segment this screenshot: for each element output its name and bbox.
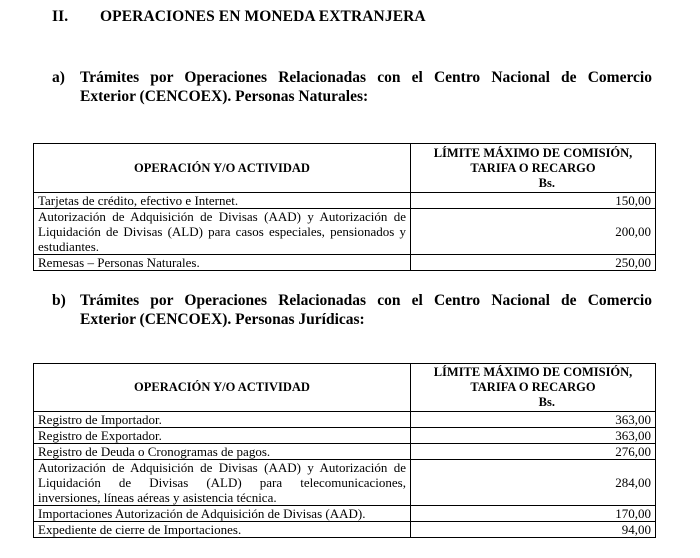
limit-value-cell: 276,00 [411,444,656,460]
limit-value-cell: 170,00 [411,506,656,522]
limit-value-cell: 150,00 [411,193,656,209]
table-row [34,444,656,460]
table-row [34,428,656,444]
table-row [34,522,656,538]
operation-text: Registro de Exportador. [38,428,162,443]
subsection-b-title-line2: Exterior (CENCOEX). Personas Jurídicas: [80,311,365,328]
operation-cell [34,522,411,538]
column-header-operation: OPERACIÓN Y/O ACTIVIDAD [34,364,411,412]
operation-cell [34,460,411,506]
limit-value-cell: 363,00 [411,428,656,444]
column-header-unit: Bs. [538,175,555,190]
table-b-body [34,412,656,538]
table-row [34,412,656,428]
column-header-limit-line1: LÍMITE MÁXIMO DE COMISIÓN, [433,145,633,160]
fees-table-personas-naturales [33,143,656,271]
subsection-a-label: a) [52,69,65,86]
limit-value-cell: 250,00 [411,255,656,271]
limit-value-cell: 284,00 [411,460,656,506]
operation-text: Registro de Importador. [38,412,162,427]
section-number: II. [52,8,69,25]
fees-table-personas-juridicas [33,363,656,538]
column-header-limit-line1: LÍMITE MÁXIMO DE COMISIÓN, [433,365,633,379]
column-header-limit-line2: TARIFA O RECARGO [470,160,596,175]
column-header-operation: OPERACIÓN Y/O ACTIVIDAD [34,144,411,193]
limit-value-cell: 94,00 [411,522,656,538]
table-row [34,460,656,506]
table-row [34,255,656,271]
operation-text: Importaciones Autorización de Adquisición de Divisas (AAD). [38,506,366,521]
operation-cell [34,255,411,271]
table-row [34,209,656,255]
table-a-body [34,193,656,271]
subsection-b-title-line1: Trámites por Operaciones Relacionadas con el Centro Nacional de Comercio [80,292,652,309]
operation-text: Expediente de cierre de Importaciones. [38,522,242,537]
column-header-limit [411,144,656,193]
operation-text: Autorización de Adquisición de Divisas (AAD) y Autorización de [38,209,406,224]
limit-value-cell: 200,00 [411,209,656,255]
operation-text: Registro de Deuda o Cronogramas de pagos. [38,444,271,459]
limit-value-cell: 363,00 [411,412,656,428]
operation-text: Autorización de Adquisición de Divisas (AAD) y Autorización de [38,460,406,475]
operation-text: inversiones, líneas aéreas y asistencia técnica. [38,490,277,505]
operation-cell [34,444,411,460]
operation-text: Tarjetas de crédito, efectivo e Internet. [38,193,239,208]
section-title: OPERACIONES EN MONEDA EXTRANJERA [100,8,426,25]
table-row [34,193,656,209]
operation-cell [34,506,411,522]
column-header-limit-line2: TARIFA O RECARGO [470,380,596,394]
operation-text: Liquidación de Divisas (ALD) para telecomunicaciones, [38,475,406,490]
subsection-a-title-line1: Trámites por Operaciones Relacionadas con el Centro Nacional de Comercio [80,69,652,86]
subsection-a-heading [52,68,652,106]
operation-cell [34,428,411,444]
operation-cell [34,209,411,255]
column-header-limit [411,364,656,412]
operation-text: Remesas – Personas Naturales. [38,255,200,270]
subsection-b-label: b) [52,292,66,309]
table-row [34,506,656,522]
operation-text: estudiantes. [38,239,100,254]
section-heading [52,8,426,26]
operation-cell [34,412,411,428]
subsection-a-title-line2: Exterior (CENCOEX). Personas Naturales: [80,88,369,105]
operation-cell [34,193,411,209]
subsection-b-heading [52,291,652,329]
operation-text: Liquidación de Divisas (ALD) para casos especiales, pensionados y [38,224,406,239]
column-header-unit: Bs. [538,395,555,409]
